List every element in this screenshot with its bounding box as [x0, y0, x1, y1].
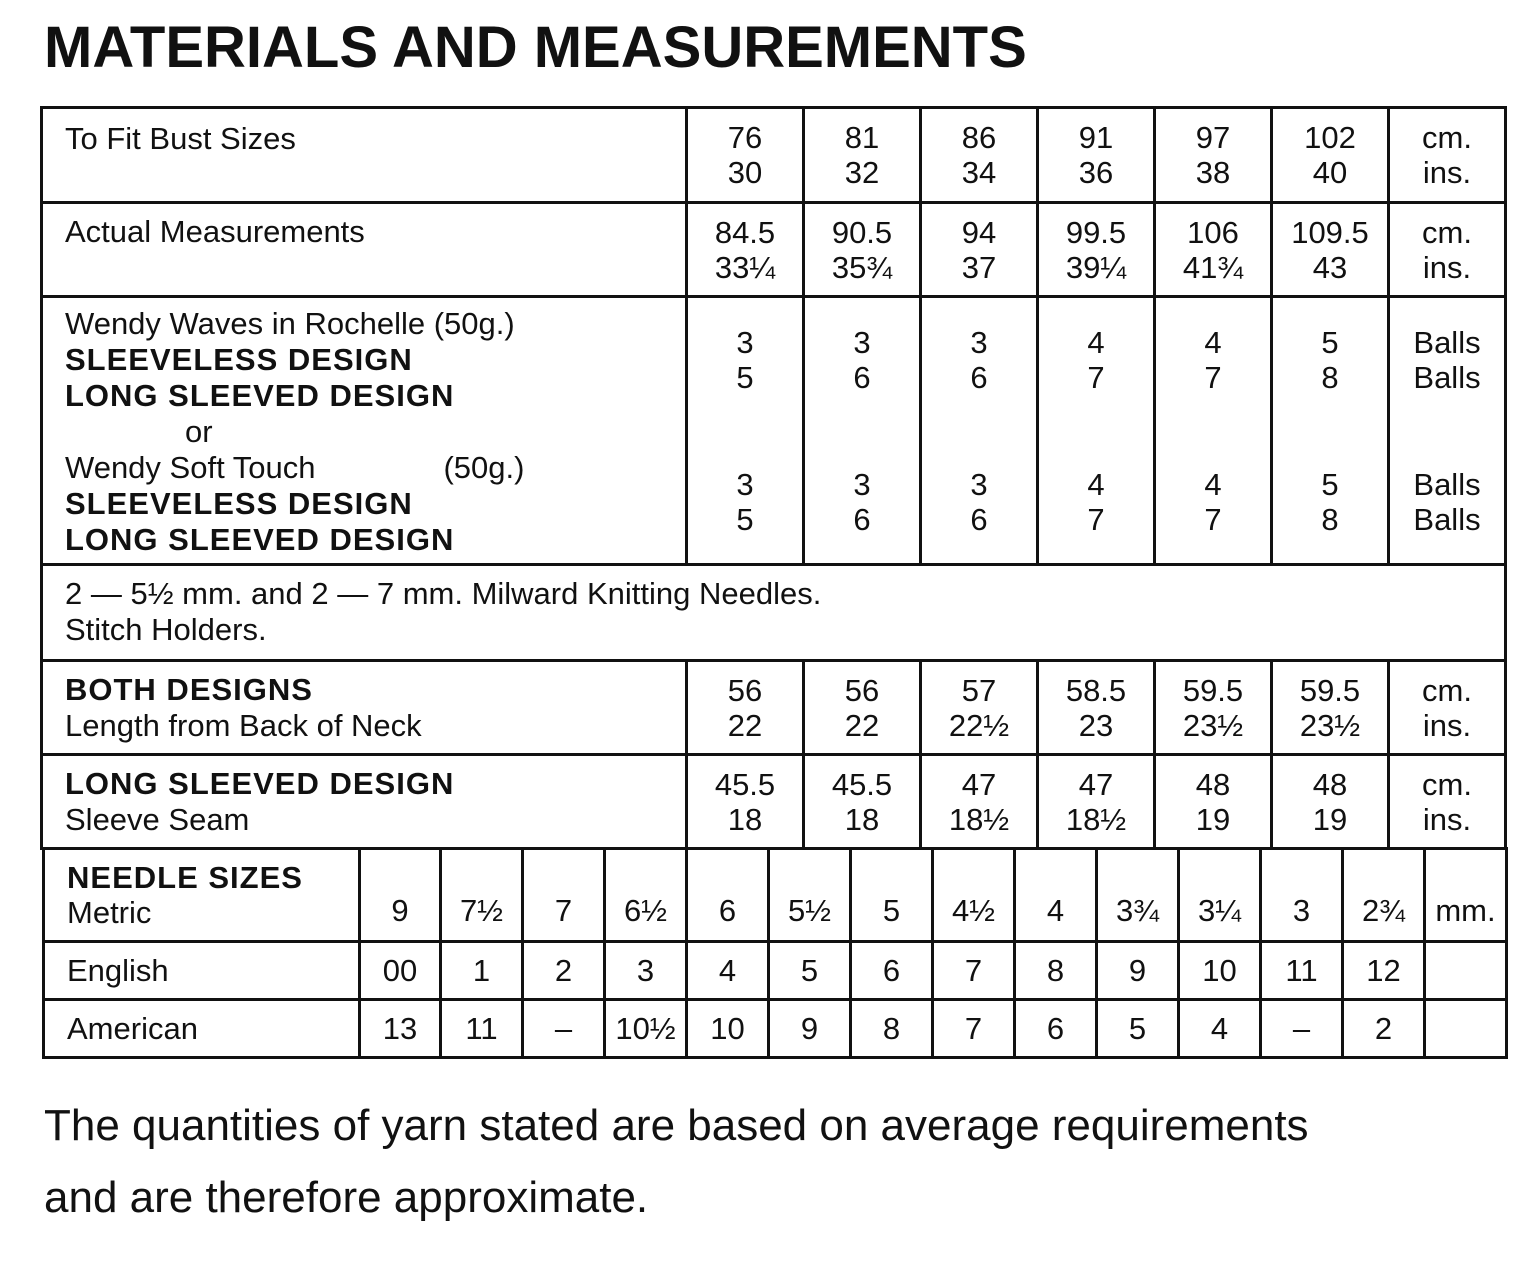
- sleeve-label-cell: [42, 755, 687, 849]
- length-cell: [687, 661, 804, 755]
- actual-cell: [1155, 203, 1272, 297]
- bust-ins: 40: [1312, 155, 1348, 190]
- english-cell: 2: [523, 942, 605, 1000]
- bust-cell: [804, 108, 921, 203]
- unit-cm: cm.: [1422, 766, 1472, 802]
- waves-long: 8: [1321, 359, 1339, 395]
- bust-cm: 91: [1078, 120, 1114, 155]
- waves-sleeveless: 5: [1321, 324, 1339, 360]
- metric-cell: 6½: [605, 849, 687, 942]
- american-unit-cell: [1425, 1000, 1507, 1058]
- unit-balls: Balls: [1413, 359, 1481, 395]
- sleeve-cm: 45.5: [714, 766, 776, 802]
- soft-sleeveless: 3: [853, 466, 871, 502]
- length-ins: 22: [727, 707, 763, 743]
- american-cell: –: [1261, 1000, 1343, 1058]
- actual-unit-cell: [1389, 203, 1506, 297]
- sleeve-cell: [687, 755, 804, 849]
- or-label: or: [185, 414, 213, 449]
- american-cell: –: [523, 1000, 605, 1058]
- yarn-cell: [804, 297, 921, 565]
- row-sleeve-seam: [42, 755, 1506, 849]
- metric-cell: 9: [360, 849, 441, 942]
- american-cell: 8: [851, 1000, 933, 1058]
- sleeve-unit-cell: [1389, 755, 1506, 849]
- sleeve-ins: 18: [727, 801, 763, 837]
- sleeveless-label: SLEEVELESS DESIGN: [65, 342, 413, 377]
- sleeve-seam-label: Sleeve Seam: [65, 802, 250, 837]
- bust-ins: 38: [1195, 155, 1231, 190]
- soft-long: 7: [1204, 501, 1222, 537]
- bust-ins: 30: [727, 155, 763, 190]
- american-cell: 7: [933, 1000, 1015, 1058]
- row-actual-measurements: [42, 203, 1506, 297]
- unit-cm: cm.: [1422, 214, 1472, 250]
- english-cell: 4: [687, 942, 769, 1000]
- length-cell: [1272, 661, 1389, 755]
- actual-ins: 33¼: [714, 249, 776, 285]
- row-metric: [44, 849, 1507, 942]
- length-cm: 58.5: [1065, 672, 1127, 708]
- row-needles: [42, 565, 1506, 661]
- sleeve-ins: 19: [1195, 801, 1231, 837]
- bust-ins: 32: [844, 155, 880, 190]
- row-yarn: [42, 297, 1506, 565]
- metric-cell: 5: [851, 849, 933, 942]
- actual-cell: [804, 203, 921, 297]
- english-cell: 8: [1015, 942, 1097, 1000]
- bust-cm: 102: [1304, 120, 1356, 155]
- length-unit-cell: [1389, 661, 1506, 755]
- actual-label: Actual Measurements: [65, 214, 365, 249]
- yarn-cell: [1272, 297, 1389, 565]
- waves-sleeveless: 3: [970, 324, 988, 360]
- soft-sleeveless: 3: [736, 466, 754, 502]
- soft-sleeveless: 5: [1321, 466, 1339, 502]
- actual-cell: [921, 203, 1038, 297]
- length-cm: 59.5: [1299, 672, 1361, 708]
- actual-cm: 106: [1187, 214, 1239, 250]
- actual-cm: 109.5: [1291, 214, 1369, 250]
- actual-ins: 37: [961, 249, 997, 285]
- footnote-line: and are therefore approximate.: [44, 1173, 649, 1222]
- waves-long: 6: [970, 359, 988, 395]
- english-cell: 10: [1179, 942, 1261, 1000]
- metric-label: Metric: [67, 895, 152, 930]
- soft-sleeveless: 3: [970, 466, 988, 502]
- actual-ins: 35¾: [831, 249, 893, 285]
- waves-sleeveless: 3: [736, 324, 754, 360]
- sleeve-cm: 48: [1195, 766, 1231, 802]
- length-ins: 23½: [1299, 707, 1361, 743]
- english-unit-cell: [1425, 942, 1507, 1000]
- soft-long: 6: [970, 501, 988, 537]
- english-cell: 1: [441, 942, 523, 1000]
- bust-cm: 86: [961, 120, 997, 155]
- sleeve-ins: 18½: [948, 801, 1010, 837]
- actual-cm: 84.5: [714, 214, 776, 250]
- actual-cell: [1272, 203, 1389, 297]
- yarn-cell: [921, 297, 1038, 565]
- unit-cm: cm.: [1422, 672, 1472, 708]
- english-cell: 6: [851, 942, 933, 1000]
- sleeve-cm: 45.5: [831, 766, 893, 802]
- footnote: [44, 1090, 1309, 1234]
- metric-cell: 3¾: [1097, 849, 1179, 942]
- unit-ins: ins.: [1422, 155, 1472, 190]
- soft-long: 7: [1087, 501, 1105, 537]
- bust-cm: 97: [1195, 120, 1231, 155]
- unit-balls: Balls: [1413, 466, 1481, 502]
- bust-cm: 81: [844, 120, 880, 155]
- metric-cell: 4½: [933, 849, 1015, 942]
- american-cell: 13: [360, 1000, 441, 1058]
- length-cell: [1038, 661, 1155, 755]
- actual-label-cell: [42, 203, 687, 297]
- yarn-cell: [1038, 297, 1155, 565]
- waves-long: 5: [736, 359, 754, 395]
- waves-sleeveless: 3: [853, 324, 871, 360]
- length-cell: [921, 661, 1038, 755]
- metric-cell: 3: [1261, 849, 1343, 942]
- length-cm: 59.5: [1182, 672, 1244, 708]
- length-label: Length from Back of Neck: [65, 708, 422, 743]
- english-cell: 7: [933, 942, 1015, 1000]
- soft-sleeveless: 4: [1087, 466, 1105, 502]
- soft-sleeveless: 4: [1204, 466, 1222, 502]
- needles-cell: [42, 565, 1506, 661]
- actual-cm: 99.5: [1065, 214, 1127, 250]
- waves-long: 7: [1087, 359, 1105, 395]
- metric-cell: 5½: [769, 849, 851, 942]
- length-ins: 22½: [948, 707, 1010, 743]
- actual-cm: 90.5: [831, 214, 893, 250]
- page-title: MATERIALS AND MEASUREMENTS: [44, 15, 1027, 80]
- footnote-line: The quantities of yarn stated are based on average requirements: [44, 1101, 1309, 1150]
- actual-ins: 43: [1312, 249, 1348, 285]
- waves-long: 7: [1204, 359, 1222, 395]
- metric-cell: 7½: [441, 849, 523, 942]
- english-cell: 11: [1261, 942, 1343, 1000]
- long-sleeved-heading: LONG SLEEVED DESIGN: [65, 766, 455, 801]
- yarn-unit-cell: [1389, 297, 1506, 565]
- length-label-cell: [42, 661, 687, 755]
- actual-ins: 41¾: [1182, 249, 1244, 285]
- unit-cm: cm.: [1422, 120, 1472, 155]
- length-cell: [1155, 661, 1272, 755]
- unit-ins: ins.: [1422, 801, 1472, 837]
- sleeve-cell: [1038, 755, 1155, 849]
- sleeve-ins: 18: [844, 801, 880, 837]
- actual-cell: [687, 203, 804, 297]
- bust-cell: [1272, 108, 1389, 203]
- yarn-soft-name: Wendy Soft Touch: [65, 450, 316, 485]
- yarn-waves-label: Wendy Waves in Rochelle (50g.): [65, 306, 515, 341]
- sleeve-cell: [804, 755, 921, 849]
- sleeve-cm: 48: [1312, 766, 1348, 802]
- unit-ins: ins.: [1422, 249, 1472, 285]
- yarn-cell: [687, 297, 804, 565]
- metric-cell: 2¾: [1343, 849, 1425, 942]
- metric-cell: 7: [523, 849, 605, 942]
- sleeve-ins: 18½: [1065, 801, 1127, 837]
- american-cell: 11: [441, 1000, 523, 1058]
- english-cell: 00: [360, 942, 441, 1000]
- sleeve-cell: [1272, 755, 1389, 849]
- both-designs-heading: BOTH DESIGNS: [65, 672, 313, 707]
- row-length: [42, 661, 1506, 755]
- row-bust-sizes: [42, 108, 1506, 203]
- american-cell: 10: [687, 1000, 769, 1058]
- bust-ins: 36: [1078, 155, 1114, 190]
- english-cell: 3: [605, 942, 687, 1000]
- sleeve-ins: 19: [1312, 801, 1348, 837]
- length-cm: 56: [844, 672, 880, 708]
- needle-sizes-table: [42, 847, 1508, 1059]
- american-cell: 5: [1097, 1000, 1179, 1058]
- stitch-holders-line: Stitch Holders.: [65, 612, 267, 647]
- english-cell: 5: [769, 942, 851, 1000]
- bust-cm: 76: [727, 120, 763, 155]
- length-ins: 23½: [1182, 707, 1244, 743]
- long-sleeved-label: LONG SLEEVED DESIGN: [65, 522, 455, 557]
- yarn-label-cell: [42, 297, 687, 565]
- actual-ins: 39¼: [1065, 249, 1127, 285]
- unit-balls: Balls: [1413, 324, 1481, 360]
- actual-cell: [1038, 203, 1155, 297]
- sleeveless-label: SLEEVELESS DESIGN: [65, 486, 413, 521]
- waves-sleeveless: 4: [1087, 324, 1105, 360]
- yarn-soft-weight: (50g.): [443, 450, 525, 485]
- bust-ins: 34: [961, 155, 997, 190]
- soft-long: 5: [736, 501, 754, 537]
- metric-cell: 4: [1015, 849, 1097, 942]
- length-ins: 22: [844, 707, 880, 743]
- metric-cell: 3¼: [1179, 849, 1261, 942]
- sleeve-cell: [1155, 755, 1272, 849]
- american-cell: 2: [1343, 1000, 1425, 1058]
- actual-cm: 94: [961, 214, 997, 250]
- metric-label-cell: [44, 849, 360, 942]
- english-cell: 9: [1097, 942, 1179, 1000]
- row-english: [44, 942, 1507, 1000]
- row-american: [44, 1000, 1507, 1058]
- soft-long: 6: [853, 501, 871, 537]
- metric-cell: 6: [687, 849, 769, 942]
- waves-long: 6: [853, 359, 871, 395]
- bust-cell: [921, 108, 1038, 203]
- bust-unit-cell: [1389, 108, 1506, 203]
- yarn-cell: [1155, 297, 1272, 565]
- length-ins: 23: [1078, 707, 1114, 743]
- american-cell: 4: [1179, 1000, 1261, 1058]
- metric-unit-cell: mm.: [1425, 849, 1507, 942]
- american-cell: 6: [1015, 1000, 1097, 1058]
- length-cell: [804, 661, 921, 755]
- sleeve-cm: 47: [1078, 766, 1114, 802]
- english-cell: 12: [1343, 942, 1425, 1000]
- waves-sleeveless: 4: [1204, 324, 1222, 360]
- bust-cell: [687, 108, 804, 203]
- yarn-soft-label: [65, 450, 685, 486]
- sleeve-cell: [921, 755, 1038, 849]
- unit-balls: Balls: [1413, 501, 1481, 537]
- sleeve-cm: 47: [961, 766, 997, 802]
- bust-label: To Fit Bust Sizes: [65, 121, 296, 156]
- bust-cell: [1038, 108, 1155, 203]
- needle-sizes-heading: NEEDLE SIZES: [67, 860, 303, 895]
- length-cm: 56: [727, 672, 763, 708]
- soft-long: 8: [1321, 501, 1339, 537]
- american-cell: 9: [769, 1000, 851, 1058]
- bust-label-cell: [42, 108, 687, 203]
- needles-line: 2 — 5½ mm. and 2 — 7 mm. Milward Knitting Needles.: [65, 576, 822, 611]
- english-label: English: [44, 942, 360, 1000]
- unit-ins: ins.: [1422, 707, 1472, 743]
- american-label: American: [44, 1000, 360, 1058]
- measurements-table: [40, 106, 1507, 850]
- length-cm: 57: [961, 672, 997, 708]
- bust-cell: [1155, 108, 1272, 203]
- long-sleeved-label: LONG SLEEVED DESIGN: [65, 378, 455, 413]
- american-cell: 10½: [605, 1000, 687, 1058]
